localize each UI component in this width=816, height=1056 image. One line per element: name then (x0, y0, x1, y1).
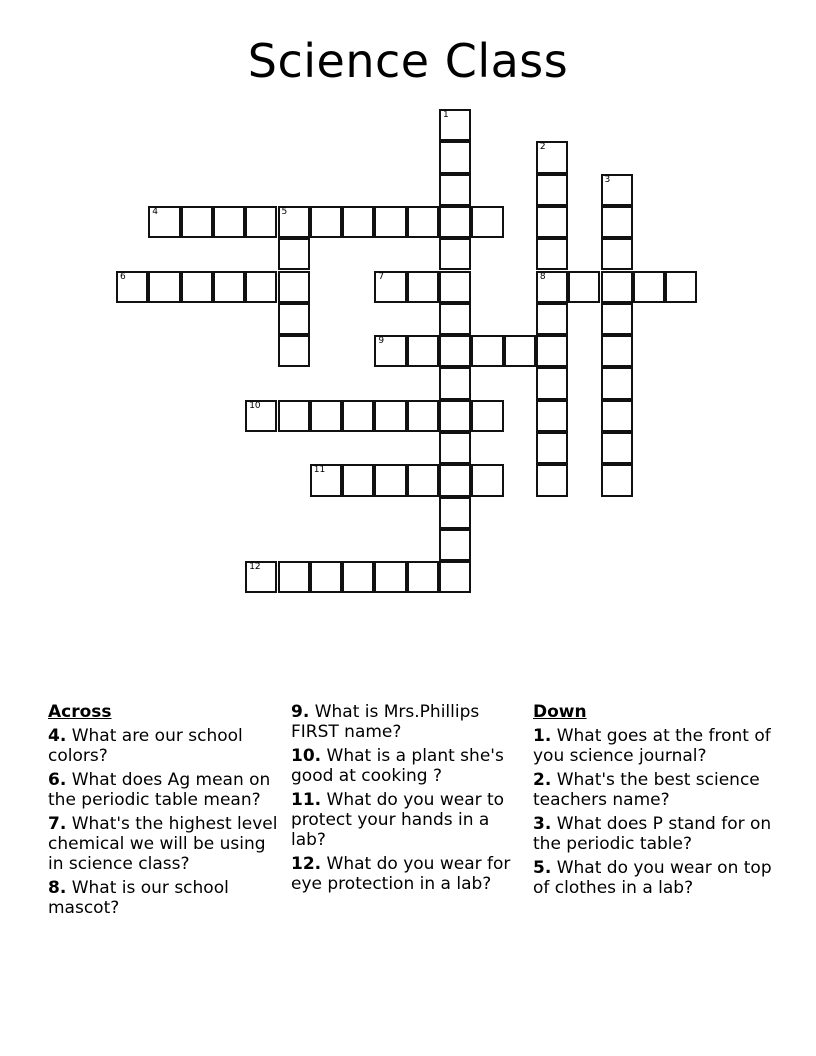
grid-cell[interactable] (439, 561, 471, 593)
grid-cell[interactable] (278, 561, 310, 593)
cell-number: 7 (378, 271, 385, 282)
grid-cell[interactable] (342, 400, 374, 432)
clue-across-4: 4. What are our school colors? (48, 726, 243, 766)
clue-down-1: 1. What goes at the front of you science journal? (533, 726, 771, 766)
grid-cell[interactable] (439, 497, 471, 529)
grid-cell[interactable] (536, 238, 568, 270)
grid-cell[interactable] (407, 335, 439, 367)
grid-cell[interactable] (536, 464, 568, 496)
grid-cell[interactable] (439, 271, 471, 303)
grid-cell[interactable] (116, 271, 148, 303)
grid-cell[interactable] (342, 206, 374, 238)
grid-cell[interactable] (407, 271, 439, 303)
grid-cell[interactable] (407, 464, 439, 496)
grid-cell[interactable] (245, 206, 277, 238)
grid-cell[interactable] (407, 400, 439, 432)
cell-number: 11 (313, 465, 326, 476)
grid-cell[interactable] (439, 464, 471, 496)
clue-across-8: 8. What is our school mascot? (48, 878, 229, 918)
grid-cell[interactable] (471, 464, 503, 496)
grid-cell[interactable] (601, 271, 633, 303)
grid-cell[interactable] (310, 206, 342, 238)
clue-across-6: 6. What does Ag mean on the periodic table mean? (48, 770, 271, 810)
grid-cell[interactable] (536, 432, 568, 464)
grid-cell[interactable] (536, 400, 568, 432)
grid-cell[interactable] (374, 206, 406, 238)
grid-cell[interactable] (374, 400, 406, 432)
grid-cell[interactable] (310, 464, 342, 496)
grid-cell[interactable] (536, 174, 568, 206)
grid-cell[interactable] (181, 206, 213, 238)
grid-cell[interactable] (439, 432, 471, 464)
across-heading: Across (48, 702, 112, 722)
grid-cell[interactable] (536, 271, 568, 303)
down-heading: Down (533, 702, 587, 722)
grid-cell[interactable] (439, 238, 471, 270)
cell-number: 1 (443, 110, 449, 120)
clue-across-9: 9. What is Mrs.Phillips FIRST name? (291, 702, 480, 742)
grid-cell[interactable] (213, 271, 245, 303)
grid-cell[interactable] (148, 271, 180, 303)
grid-cell[interactable] (601, 464, 633, 496)
grid-cell[interactable] (278, 206, 310, 238)
cell-number: 10 (249, 400, 261, 411)
grid-cell[interactable] (278, 400, 310, 432)
grid-cell[interactable] (439, 400, 471, 432)
cell-number: 2 (539, 142, 546, 153)
grid-cell[interactable] (601, 367, 633, 399)
clue-down-5: 5. What do you wear on top of clothes in a lab? (533, 858, 772, 898)
down-clues-column (533, 702, 773, 902)
grid-cell[interactable] (278, 303, 310, 335)
grid-cell[interactable] (601, 400, 633, 432)
grid-cell[interactable] (374, 561, 406, 593)
grid-cell[interactable] (374, 271, 406, 303)
clue-down-3: 3. What does P stand for on the periodic table? (533, 814, 772, 854)
grid-cell[interactable] (310, 400, 342, 432)
grid-cell[interactable] (245, 400, 277, 432)
grid-cell[interactable] (407, 206, 439, 238)
cell-number: 12 (249, 562, 261, 573)
grid-cell[interactable] (278, 271, 310, 303)
cell-number: 5 (281, 206, 288, 217)
grid-cell[interactable] (601, 335, 633, 367)
grid-cell[interactable] (439, 529, 471, 561)
grid-cell[interactable] (374, 335, 406, 367)
grid-cell[interactable] (439, 141, 471, 173)
grid-cell[interactable] (213, 206, 245, 238)
cell-number: 8 (539, 271, 546, 282)
grid-cell[interactable] (310, 561, 342, 593)
grid-cell[interactable] (536, 335, 568, 367)
grid-cell[interactable] (148, 206, 180, 238)
grid-cell[interactable] (374, 464, 406, 496)
grid-cell[interactable] (439, 206, 471, 238)
cell-number: 4 (152, 206, 159, 217)
grid-cell[interactable] (278, 335, 310, 367)
grid-cell[interactable] (601, 432, 633, 464)
grid-cell[interactable] (471, 206, 503, 238)
grid-cell[interactable] (601, 206, 633, 238)
grid-cell[interactable] (601, 238, 633, 270)
grid-cell[interactable] (278, 238, 310, 270)
grid-cell[interactable] (471, 335, 503, 367)
grid-cell[interactable] (245, 561, 277, 593)
grid-cell[interactable] (407, 561, 439, 593)
grid-cell[interactable] (601, 174, 633, 206)
grid-cell[interactable] (439, 303, 471, 335)
grid-cell[interactable] (633, 271, 665, 303)
grid-cell[interactable] (536, 303, 568, 335)
grid-cell[interactable] (439, 367, 471, 399)
clue-across-12: 12. What do you wear for eye protection in a lab? (291, 854, 511, 894)
grid-cell[interactable] (601, 303, 633, 335)
cell-number: 3 (604, 174, 611, 185)
across-clues-column-1 (48, 702, 284, 922)
grid-cell[interactable] (342, 464, 374, 496)
grid-cell[interactable] (439, 109, 471, 141)
grid-cell[interactable] (181, 271, 213, 303)
clue-across-10: 10. What is a plant she's good at cooking ? (291, 746, 504, 786)
puzzle-title: Science Class (247, 34, 569, 88)
grid-cell[interactable] (439, 335, 471, 367)
grid-cell[interactable] (536, 206, 568, 238)
grid-cell[interactable] (536, 141, 568, 173)
grid-cell[interactable] (568, 271, 600, 303)
clue-down-2: 2. What's the best science teachers name? (533, 770, 760, 810)
clue-across-7: 7. What's the highest level chemical we will be using in science class? (48, 814, 278, 874)
grid-cell[interactable] (665, 271, 697, 303)
grid-cell[interactable] (245, 271, 277, 303)
clue-across-11: 11. What do you wear to protect your hands in a lab? (291, 790, 505, 850)
grid-cell[interactable] (439, 174, 471, 206)
grid-cell[interactable] (504, 335, 536, 367)
cell-number: 9 (378, 336, 385, 347)
grid-cell[interactable] (536, 367, 568, 399)
grid-cell[interactable] (342, 561, 374, 593)
grid-cell[interactable] (471, 400, 503, 432)
across-clues-column-2 (291, 702, 527, 898)
cell-number: 6 (120, 271, 126, 282)
